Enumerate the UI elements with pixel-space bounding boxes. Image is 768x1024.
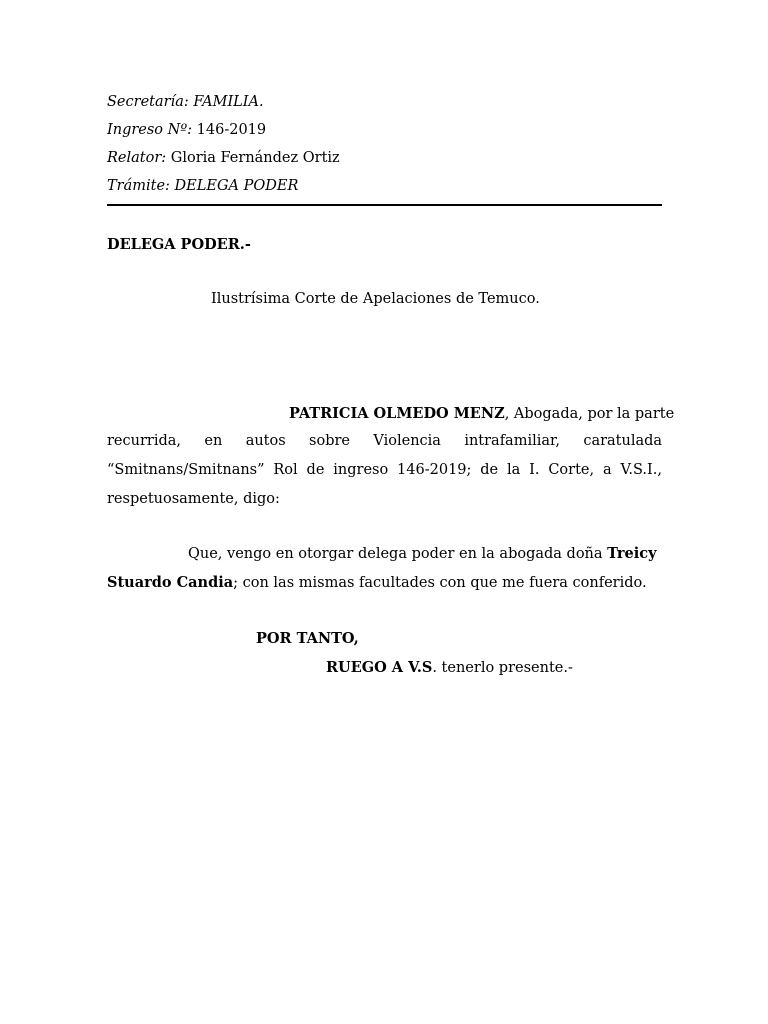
p1-line1: [289, 405, 674, 422]
p1-line1-rest: , Abogada, por la parte: [504, 406, 675, 422]
header-divider: [107, 204, 662, 206]
addressee: Ilustrísima Corte de Apelaciones de Temuco.: [211, 291, 540, 307]
secretaria-label: Secretaría: FAMILIA.: [107, 94, 264, 110]
tramite-label: Trámite: DELEGA PODER: [107, 178, 299, 194]
p1-word: caratulada: [583, 433, 663, 449]
p1-line3: “Smitnans/Smitnans” Rol de ingreso 146-2019; de la I. Corte, a V.S.I.,: [107, 462, 662, 478]
p1-word: intrafamiliar,: [464, 433, 560, 449]
por-tanto: POR TANTO,: [256, 630, 359, 647]
relator-value: Gloria Fernández Ortiz: [170, 150, 340, 166]
p1-word: recurrida,: [107, 433, 182, 449]
ruego-bold: RUEGO A V.S: [326, 659, 433, 676]
document-title: DELEGA PODER.-: [107, 236, 251, 253]
delegate-first-name: Treicy: [607, 545, 657, 562]
p2-line1-text: Que, vengo en otorgar delega poder en la abogada doña: [188, 546, 603, 562]
delegate-surname: Stuardo Candia: [107, 574, 234, 591]
ingreso-value: 146-2019: [196, 122, 267, 138]
relator-label: Relator:: [107, 150, 167, 166]
header-ingreso: [107, 121, 266, 139]
p1-word: sobre: [309, 433, 351, 449]
p2-line2-text: ; con las mismas facultades con que me fuera conferido.: [233, 575, 647, 591]
ruego-text: . tenerlo presente.-: [432, 660, 573, 676]
p2-line2: [107, 574, 647, 591]
p1-word: Violencia: [373, 433, 441, 449]
ruego-line: [326, 659, 573, 676]
header-relator: [107, 149, 340, 167]
p1-line4: respetuosamente, digo:: [107, 491, 280, 507]
ingreso-label: Ingreso Nº:: [107, 122, 193, 138]
p1-line2: [107, 433, 662, 449]
p1-word: en: [204, 433, 223, 449]
header-secretaria: [107, 93, 264, 111]
p2-line1: [188, 545, 657, 562]
header-tramite: [107, 177, 298, 195]
p1-word: autos: [245, 433, 286, 449]
lawyer-name: PATRICIA OLMEDO MENZ: [289, 405, 505, 422]
